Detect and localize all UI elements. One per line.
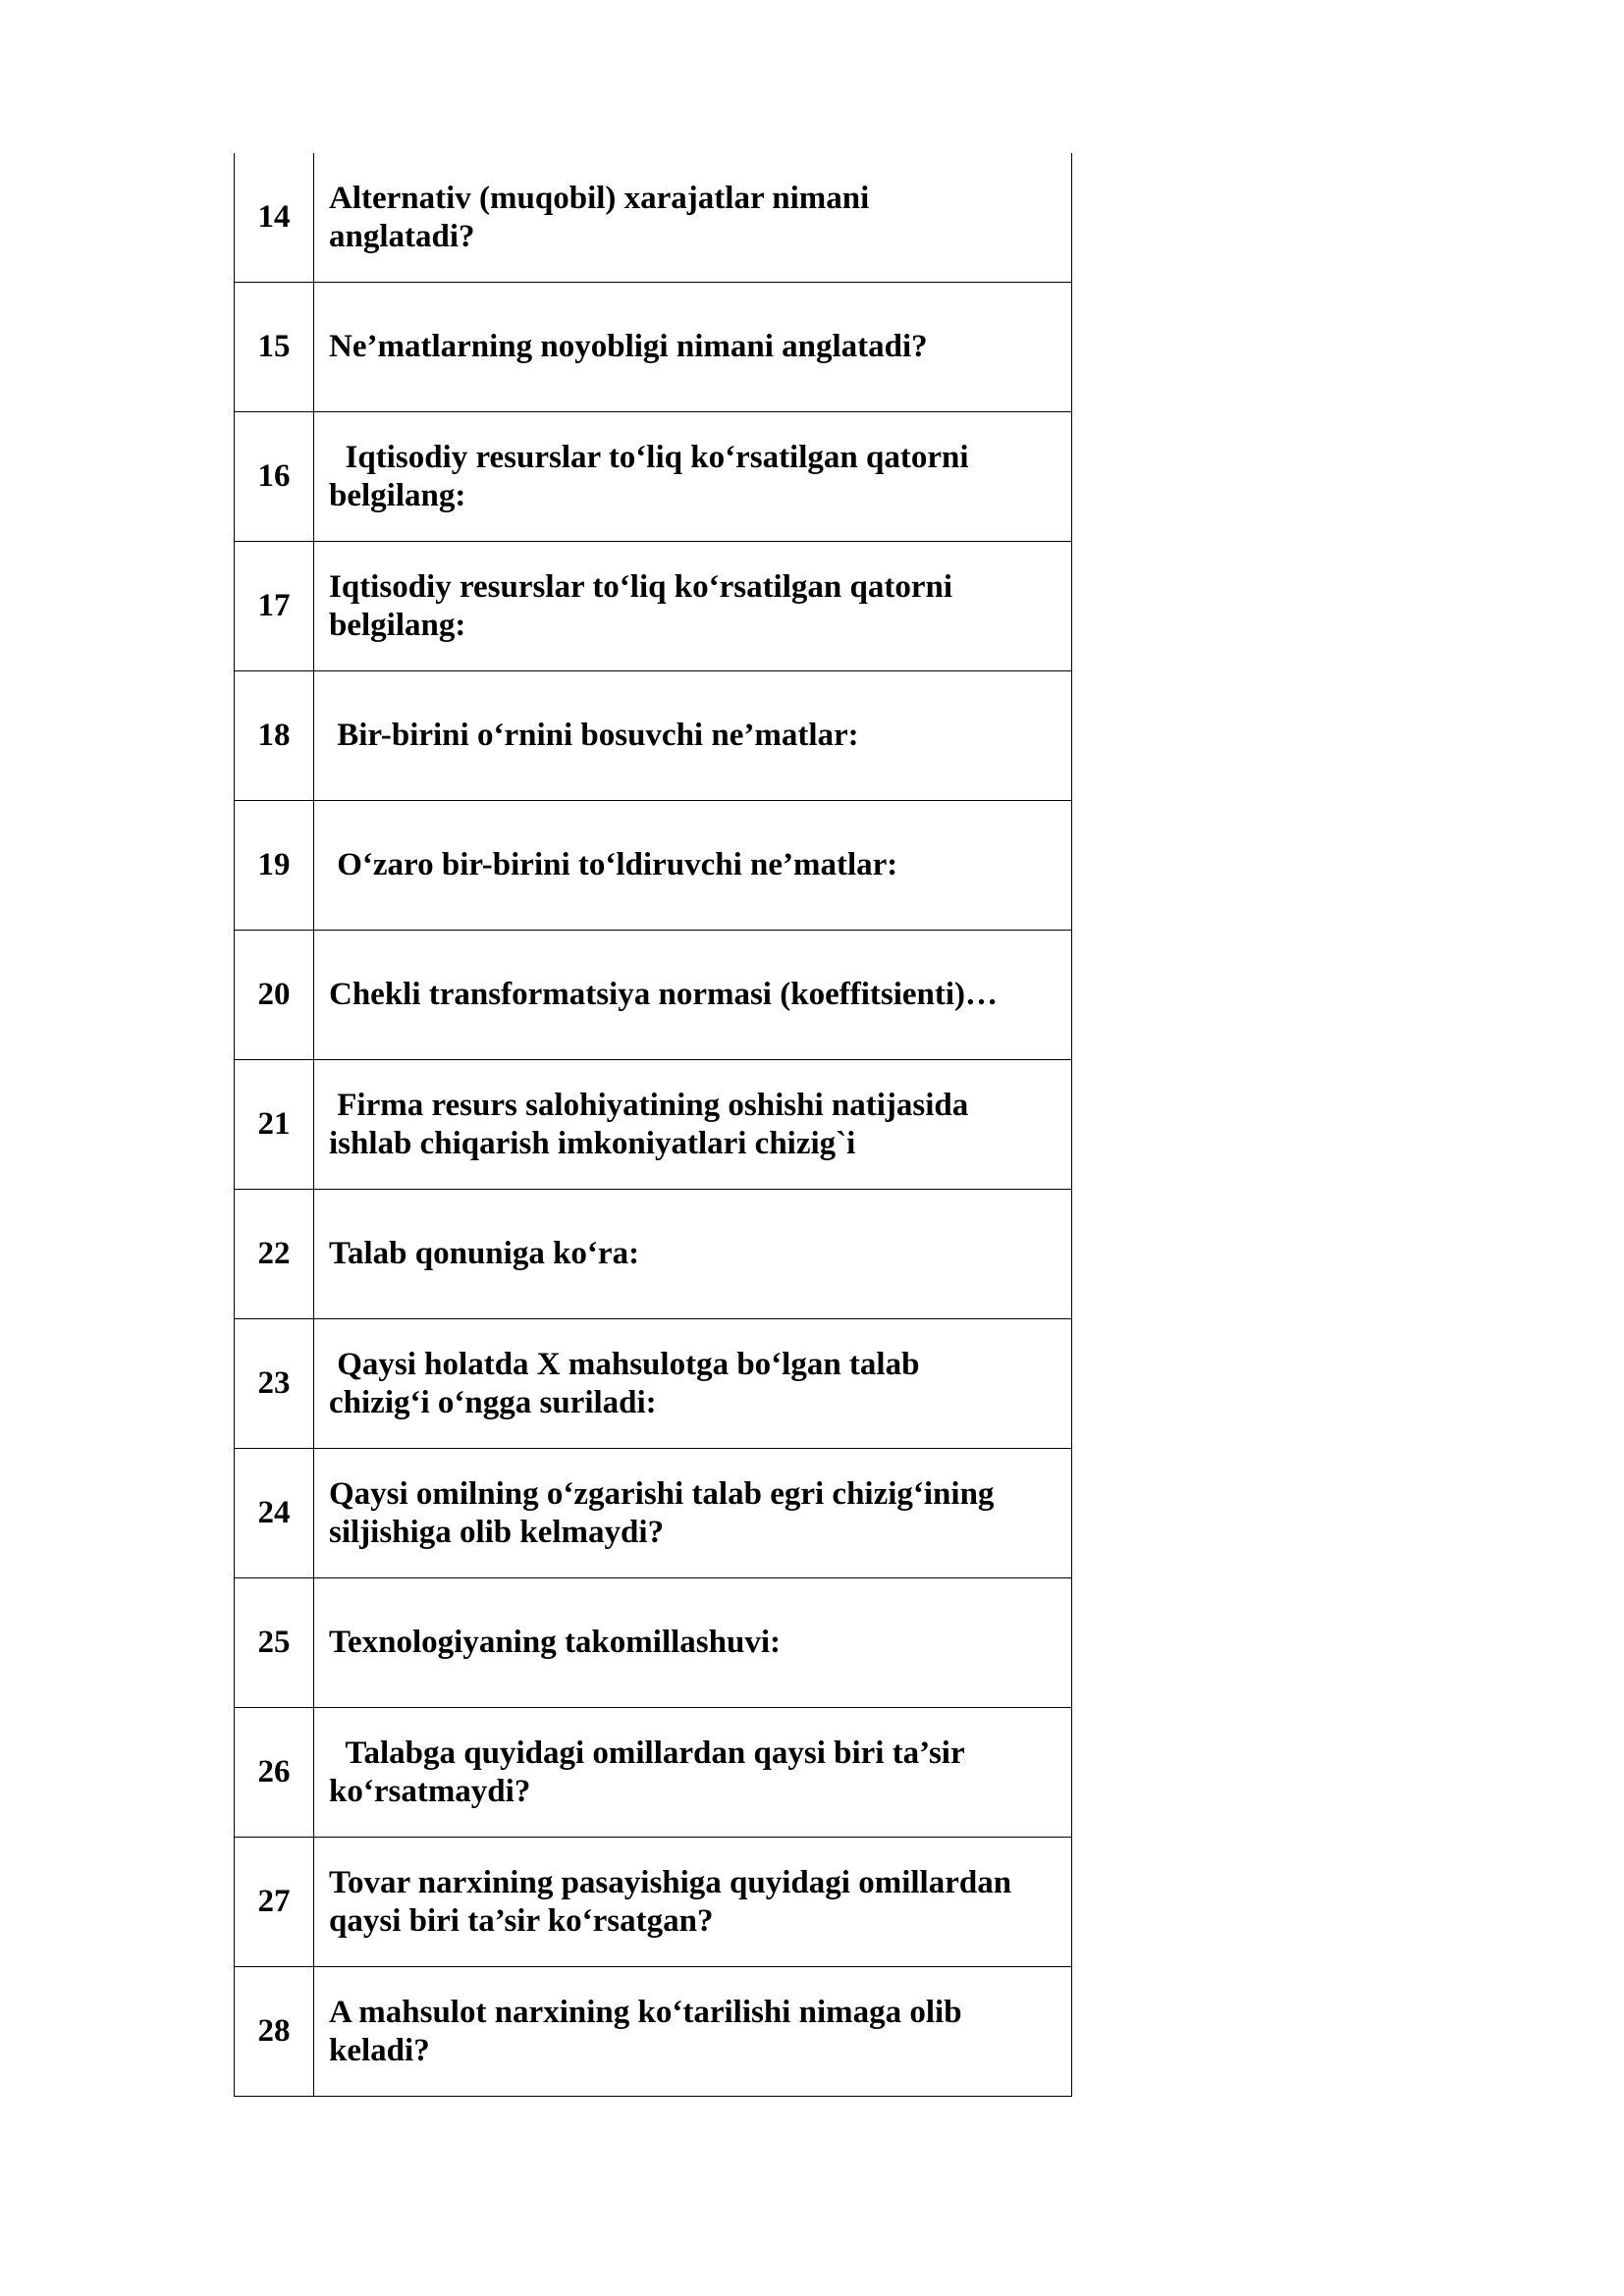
question-number: 15 bbox=[235, 283, 314, 412]
questions-table-body bbox=[235, 153, 1072, 2097]
question-text: Tovar narxining pasayishiga quyidagi omillardan qaysi biri ta’sir ko‘rsatgan? bbox=[314, 1838, 1072, 1967]
question-text: Iqtisodiy resurslar to‘liq ko‘rsatilgan qatorni belgilang: bbox=[314, 542, 1072, 671]
table-row bbox=[235, 1967, 1072, 2097]
table-row bbox=[235, 1319, 1072, 1449]
table-row bbox=[235, 1708, 1072, 1838]
question-text: Chekli transformatsiya normasi (koeffitsienti)… bbox=[314, 931, 1072, 1060]
question-text: Alternativ (muqobil) xarajatlar nimani anglatadi? bbox=[314, 153, 1072, 283]
question-number: 21 bbox=[235, 1060, 314, 1190]
table-row bbox=[235, 542, 1072, 671]
question-text: A mahsulot narxining ko‘tarilishi nimaga olib keladi? bbox=[314, 1967, 1072, 2097]
question-number: 27 bbox=[235, 1838, 314, 1967]
question-text: Qaysi holatda X mahsulotga bo‘lgan talab chizig‘i o‘ngga suriladi: bbox=[314, 1319, 1072, 1449]
question-number: 24 bbox=[235, 1449, 314, 1578]
table-row bbox=[235, 412, 1072, 542]
question-number: 14 bbox=[235, 153, 314, 283]
question-text: Qaysi omilning o‘zgarishi talab egri chizig‘ining siljishiga olib kelmaydi? bbox=[314, 1449, 1072, 1578]
table-row bbox=[235, 801, 1072, 931]
question-text: Talab qonuniga ko‘ra: bbox=[314, 1190, 1072, 1319]
table-row bbox=[235, 1190, 1072, 1319]
question-text: Talabga quyidagi omillardan qaysi biri ta’sir ko‘rsatmaydi? bbox=[314, 1708, 1072, 1838]
table-row bbox=[235, 153, 1072, 283]
question-text: Texnologiyaning takomillashuvi: bbox=[314, 1578, 1072, 1708]
question-text: Ne’matlarning noyobligi nimani anglatadi? bbox=[314, 283, 1072, 412]
question-number: 26 bbox=[235, 1708, 314, 1838]
question-number: 19 bbox=[235, 801, 314, 931]
table-row bbox=[235, 1060, 1072, 1190]
questions-table bbox=[234, 153, 1072, 2097]
question-number: 18 bbox=[235, 671, 314, 801]
question-number: 16 bbox=[235, 412, 314, 542]
question-text: Iqtisodiy resurslar to‘liq ko‘rsatilgan qatorni belgilang: bbox=[314, 412, 1072, 542]
question-number: 20 bbox=[235, 931, 314, 1060]
question-number: 25 bbox=[235, 1578, 314, 1708]
question-text: Firma resurs salohiyatining oshishi natijasida ishlab chiqarish imkoniyatlari chizig`i bbox=[314, 1060, 1072, 1190]
question-number: 22 bbox=[235, 1190, 314, 1319]
question-number: 17 bbox=[235, 542, 314, 671]
table-row bbox=[235, 1838, 1072, 1967]
table-row bbox=[235, 671, 1072, 801]
question-text: O‘zaro bir-birini to‘ldiruvchi ne’matlar: bbox=[314, 801, 1072, 931]
table-row bbox=[235, 1449, 1072, 1578]
question-number: 23 bbox=[235, 1319, 314, 1449]
question-text: Bir-birini o‘rnini bosuvchi ne’matlar: bbox=[314, 671, 1072, 801]
question-number: 28 bbox=[235, 1967, 314, 2097]
table-row bbox=[235, 1578, 1072, 1708]
table-row bbox=[235, 931, 1072, 1060]
table-row bbox=[235, 283, 1072, 412]
